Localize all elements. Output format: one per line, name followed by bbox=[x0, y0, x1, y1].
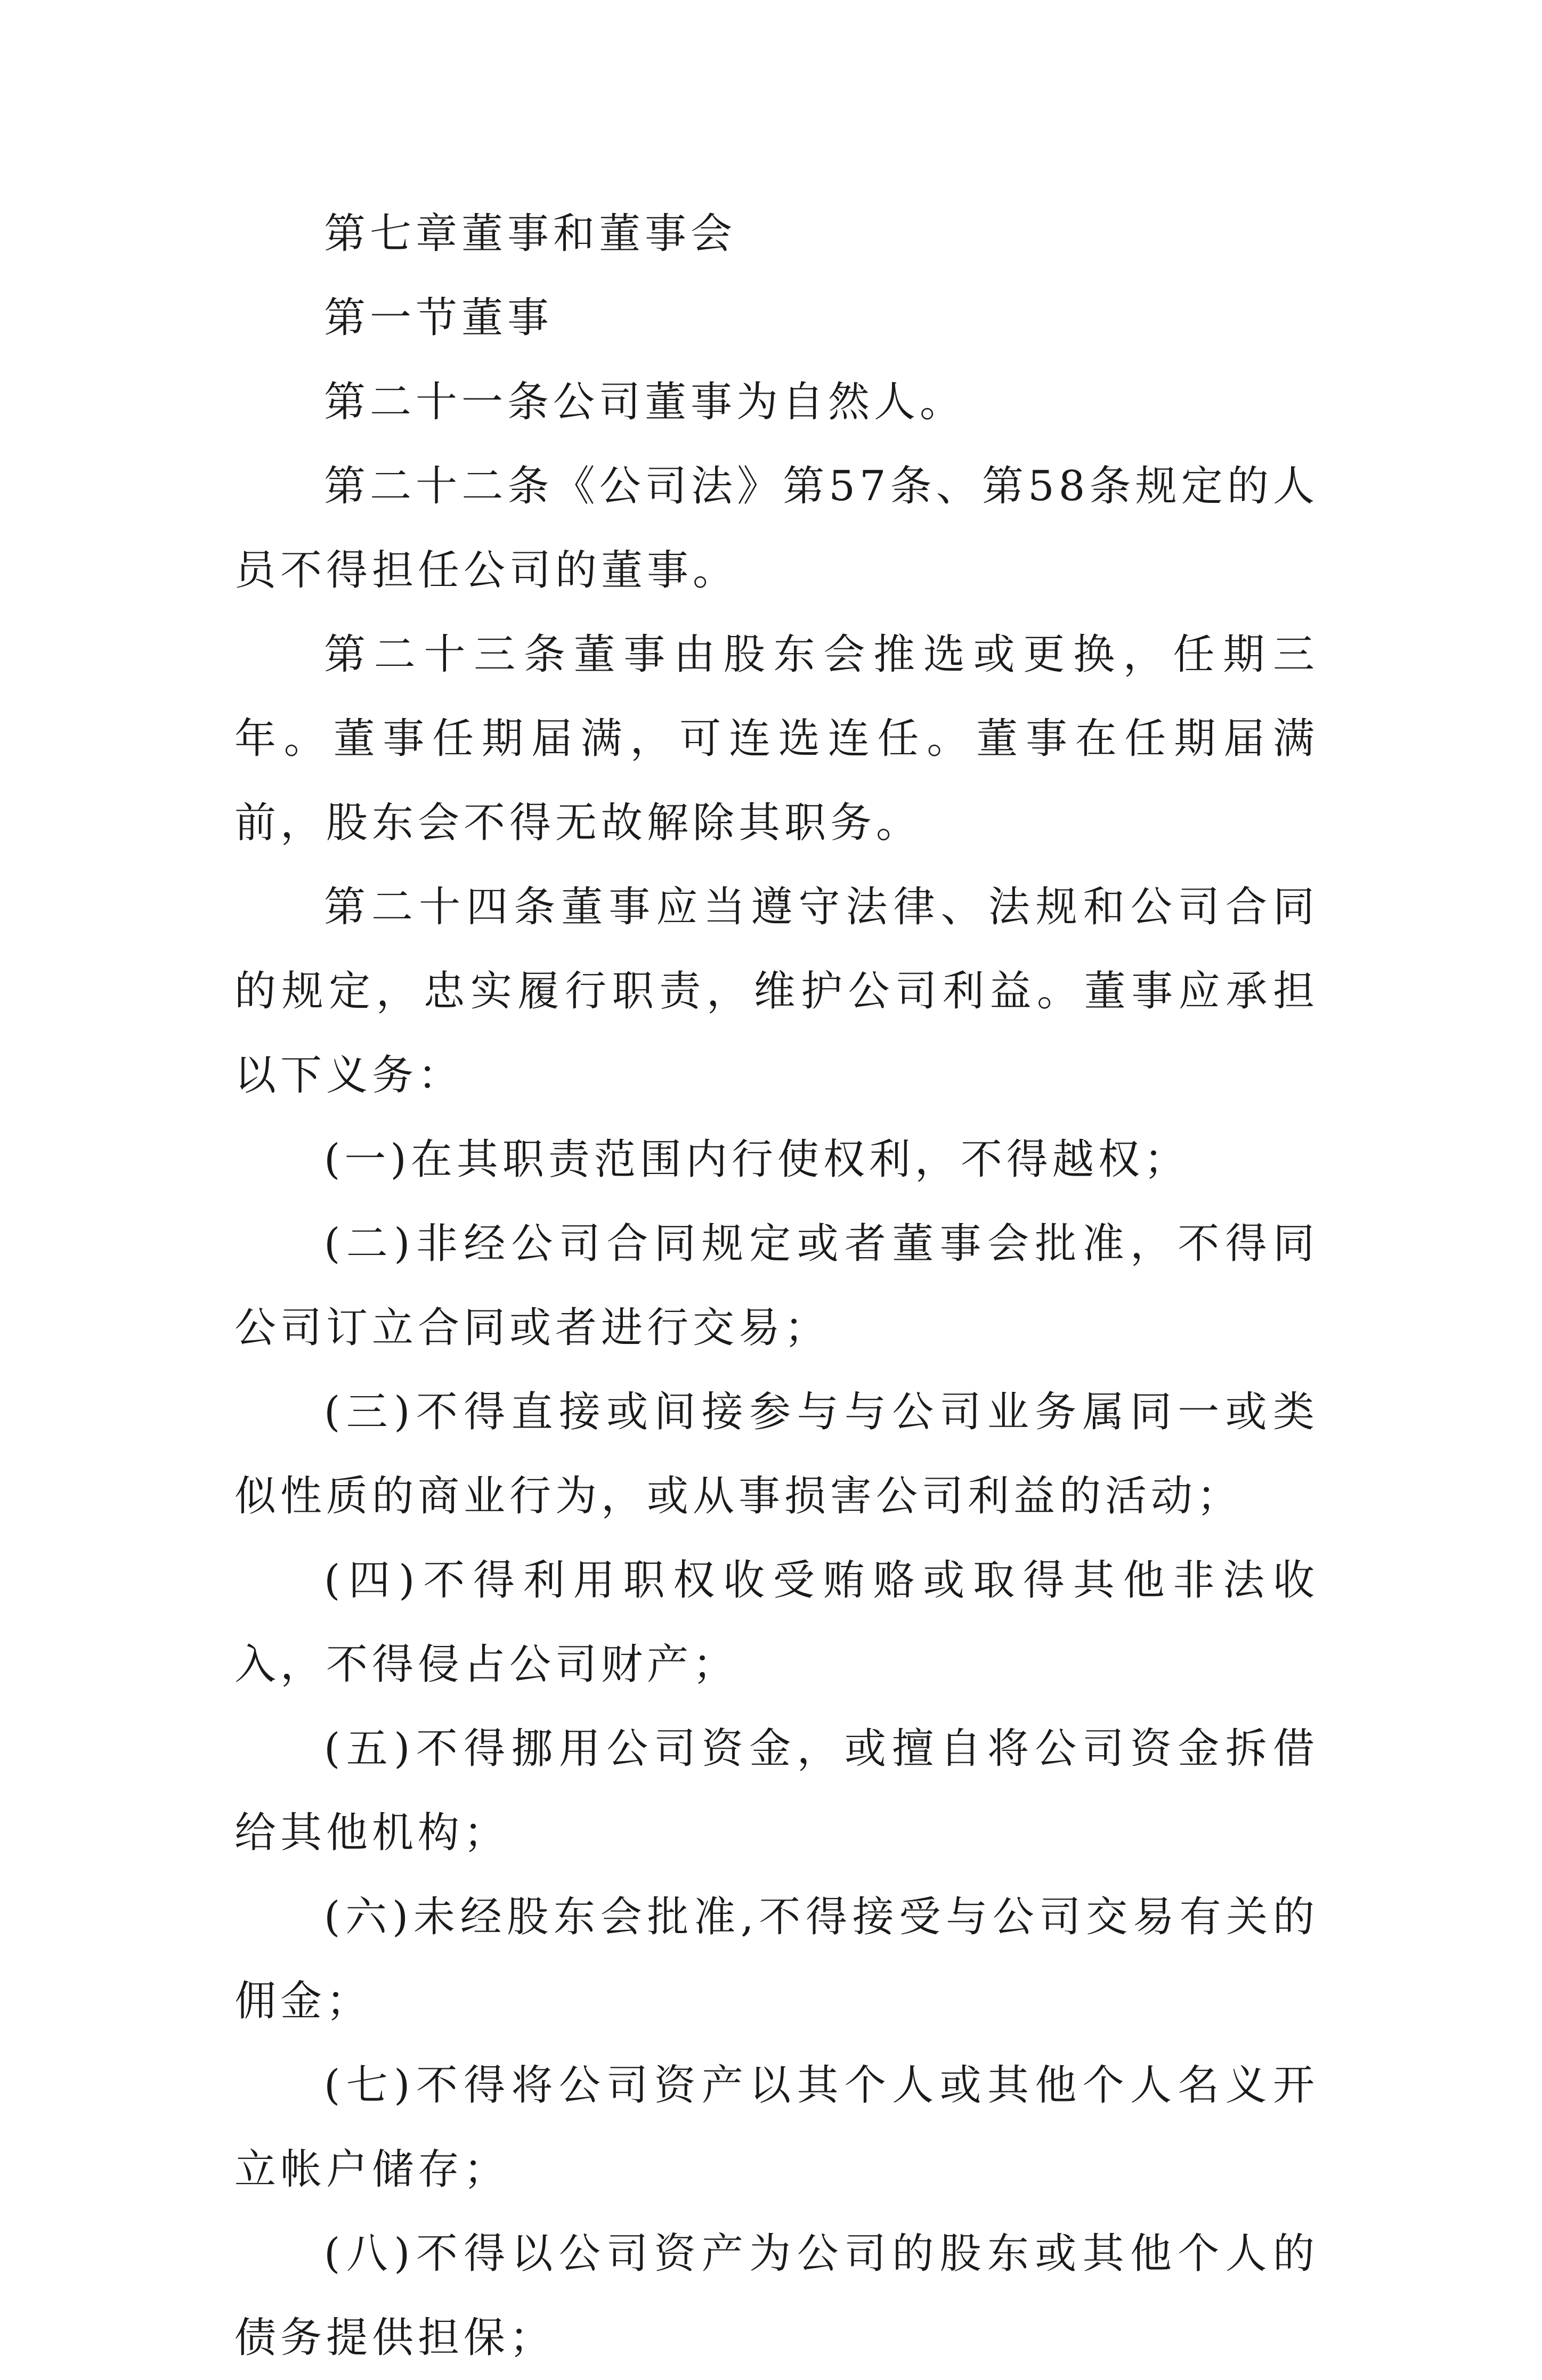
duty-item-1: (一)在其职责范围内行使权利，不得越权； bbox=[324, 1136, 1190, 1184]
duty-item-4: (四)不得利用职权收受贿赂或取得其他非法收入，不得侵占公司财产； bbox=[234, 1556, 1319, 1689]
article-24: 第二十四条董事应当遵守法律、法规和公司合同的规定，忠实履行职责，维护公司利益。董事应承担以下义务： bbox=[234, 883, 1319, 1099]
article-21: 第二十一条公司董事为自然人。 bbox=[324, 378, 966, 426]
section-heading: 第一节董事 bbox=[324, 294, 554, 342]
duty-item-8: (八)不得以公司资产为公司的股东或其他个人的债务提供担保； bbox=[234, 2230, 1319, 2362]
duty-item-2: (二)非经公司合同规定或者董事会批准，不得同公司订立合同或者进行交易； bbox=[234, 1220, 1319, 1352]
duty-item-6: (六)未经股东会批准,不得接受与公司交易有关的佣金； bbox=[234, 1893, 1319, 2025]
chapter-heading: 第七章董事和董事会 bbox=[324, 210, 737, 258]
duty-item-3: (三)不得直接或间接参与与公司业务属同一或类似性质的商业行为，或从事损害公司利益的活动； bbox=[234, 1388, 1319, 1520]
document-body bbox=[234, 192, 1319, 2380]
article-22: 第二十二条《公司法》第57条、第58条规定的人员不得担任公司的董事。 bbox=[234, 462, 1319, 594]
article-23: 第二十三条董事由股东会推选或更换，任期三年。董事任期届满，可连选连任。董事在任期届满前，股东会不得无故解除其职务。 bbox=[234, 631, 1319, 847]
duty-item-7: (七)不得将公司资产以其个人或其他个人名义开立帐户储存； bbox=[234, 2061, 1319, 2194]
duty-item-5: (五)不得挪用公司资金，或擅自将公司资金拆借给其他机构； bbox=[234, 1725, 1319, 1857]
